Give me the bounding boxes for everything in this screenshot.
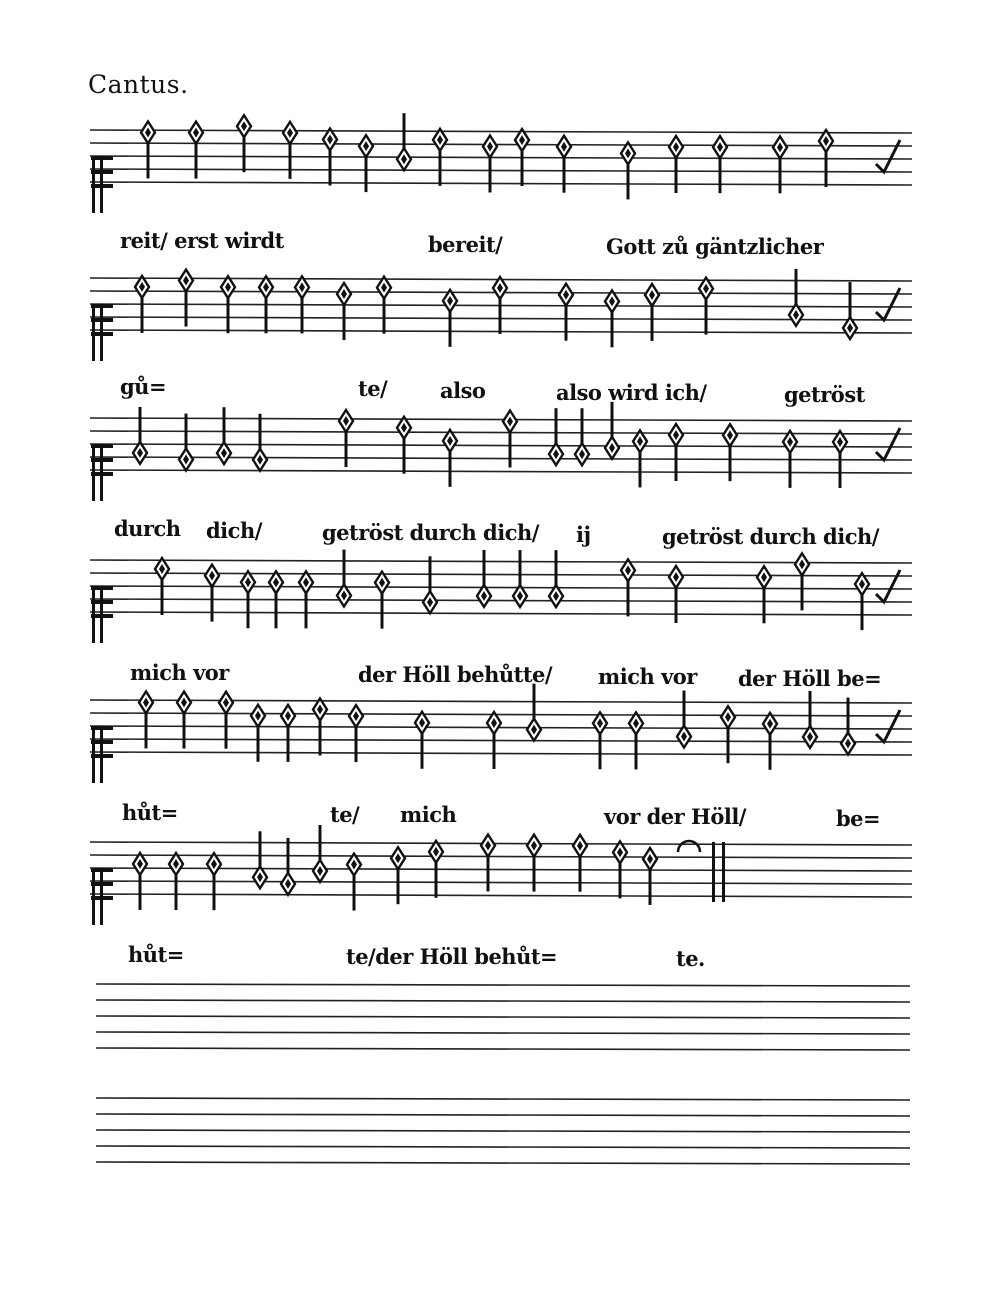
clef-tick	[91, 586, 113, 590]
lyric: mich vor	[130, 660, 229, 685]
lyric: reit/ erst wirdt	[120, 228, 284, 253]
lyric: getröst	[784, 382, 865, 407]
clef-tick	[91, 882, 113, 886]
empty-staff-line	[96, 1016, 910, 1018]
staff-line	[90, 700, 912, 703]
empty-staff-line	[96, 1146, 910, 1148]
lyric: mich vor	[598, 664, 697, 689]
staff-line	[90, 143, 912, 146]
lyric: also wird ich/	[556, 380, 707, 405]
clef-tick	[91, 170, 113, 174]
lyric: ij	[576, 522, 591, 547]
lyric: te/der Höll behůt=	[346, 944, 558, 969]
custos-mark	[876, 710, 900, 742]
lyric: te.	[676, 946, 705, 971]
clef-tick	[91, 472, 113, 476]
clef-tick	[91, 726, 113, 730]
fermata	[678, 841, 700, 852]
staff-line	[90, 169, 912, 172]
empty-staff-line	[96, 1098, 910, 1100]
staff-line	[90, 726, 912, 729]
empty-staff-line	[96, 1032, 910, 1034]
clef-tick	[91, 600, 113, 604]
part-title: Cantus.	[88, 70, 189, 99]
clef-tick	[91, 318, 113, 322]
final-barline	[722, 842, 725, 902]
empty-staff-line	[96, 984, 910, 986]
staff-line	[90, 713, 912, 716]
clef-tick	[91, 156, 113, 160]
lyric: durch	[114, 516, 181, 541]
lyric: gů=	[120, 374, 167, 399]
lyric: hůt=	[122, 800, 178, 825]
lyric: also	[440, 378, 486, 403]
lyric: getröst durch dich/	[662, 524, 879, 549]
staff-line	[90, 752, 912, 755]
lyric: mich	[400, 802, 457, 827]
empty-staff-line	[96, 1000, 910, 1002]
staff-line	[90, 418, 912, 421]
empty-staff-line	[96, 1048, 910, 1050]
clef-tick	[91, 754, 113, 758]
clef-tick	[91, 444, 113, 448]
clef-tick	[91, 304, 113, 308]
lyric: dich/	[206, 518, 262, 543]
custos-mark	[876, 288, 900, 320]
empty-staff-line	[96, 1162, 910, 1164]
clef-tick	[91, 458, 113, 462]
lyric: te/	[358, 376, 388, 401]
lyric: getröst durch dich/	[322, 520, 539, 545]
lyric: der Höll be=	[738, 666, 882, 691]
clef-tick	[91, 896, 113, 900]
staff-line	[90, 182, 912, 185]
clef-tick	[91, 184, 113, 188]
lyric: te/	[330, 802, 360, 827]
custos-mark	[876, 428, 900, 460]
clef-tick	[91, 868, 113, 872]
lyric: be=	[836, 806, 881, 831]
custos-mark	[876, 140, 900, 172]
clef-tick	[91, 614, 113, 618]
staff-line	[90, 156, 912, 159]
staff-line	[90, 560, 912, 563]
lyric: hůt=	[128, 942, 184, 967]
staff-line	[90, 739, 912, 742]
staff-line	[90, 842, 912, 845]
lyric: Gott zů gäntzlicher	[606, 234, 824, 259]
lyric: bereit/	[428, 232, 503, 257]
custos-mark	[876, 570, 900, 602]
staff-line	[90, 130, 912, 133]
lyric: vor der Höll/	[604, 804, 746, 829]
lyric: der Höll behůtte/	[358, 662, 553, 687]
final-barline	[712, 842, 715, 902]
empty-staff-line	[96, 1130, 910, 1132]
empty-staff-line	[96, 1114, 910, 1116]
clef-tick	[91, 740, 113, 744]
clef-tick	[91, 332, 113, 336]
